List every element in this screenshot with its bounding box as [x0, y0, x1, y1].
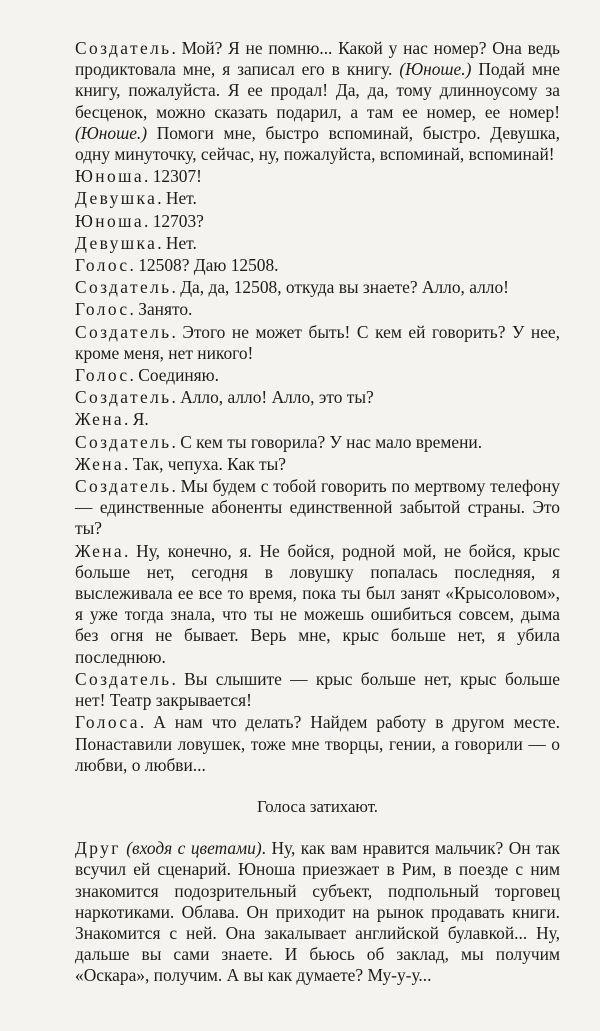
stage-remark: (Юноше.)	[399, 59, 472, 80]
speaker-name: Друг	[75, 838, 121, 859]
speech-text: . С кем ты говорила? У нас мало времени.	[171, 431, 483, 452]
speaker-name: Девушка	[75, 188, 158, 209]
dialogue-line	[75, 541, 560, 668]
speaker-name: Голос	[75, 255, 130, 276]
dialogue-line	[75, 387, 560, 408]
speech-text: . Мой? Я не помню... Какой у нас номер? Она ведь продиктовала мне, я записал его в книгу.	[75, 38, 560, 80]
dialogue-line	[75, 255, 560, 276]
dialogue-line	[75, 838, 560, 986]
dialogue-line	[75, 299, 560, 320]
speaker-name: Жена	[75, 453, 125, 474]
speaker-name: Голос	[75, 299, 130, 320]
speech-text: . Так, чепуха. Как ты?	[124, 453, 287, 474]
speaker-name: Создатель	[75, 38, 172, 58]
speaker-name: Голоса	[75, 712, 140, 733]
speaker-name: Создатель	[75, 476, 172, 497]
stage-remark: (входя с цветами)	[126, 838, 262, 859]
speech-text: . Да, да, 12508, откуда вы знаете? Алло, алло!	[171, 277, 509, 298]
speaker-name: Юноша	[75, 210, 144, 231]
dialogue-line	[75, 669, 560, 711]
speech-text: Подай мне книгу, пожалуйста. Я ее продал! Да, да, тому длинноусому за бесценок, можно сказать подарил, а там ее номер, ее номер!	[75, 59, 560, 122]
dialogue-line	[75, 233, 560, 254]
speaker-name: Девушка	[75, 232, 158, 253]
speech-text: . 12703?	[144, 210, 204, 231]
speech-text: . Нет.	[157, 188, 197, 209]
speech-text: . Ну, как вам нравится мальчик? Он так всучил ей сценарий. Юноша приезжает в Рим, в поезде с ним знакомится подозрительный субъект, подпольный торговец наркотиками. Облава. Он приходит на рынок продавать книги. Знакомится с ней. Она закалывает английской булавкой... Ну, дальше вы сами знаете. И бьюсь об заклад, мы получим «Оскара», получим. А вы как думаете? Му-у-у...	[75, 838, 560, 986]
speaker-name: Создатель	[75, 321, 172, 342]
speech-text: . Вы слышите — крыс больше нет, крыс больше нет! Театр закрывается!	[75, 668, 560, 711]
stage-remark: (Юноше.)	[75, 122, 148, 143]
speaker-name: Создатель	[75, 668, 172, 689]
dialogue-line	[75, 322, 560, 364]
speaker-name: Создатель	[75, 387, 172, 408]
speaker-name: Юноша	[75, 166, 144, 187]
speaker-name: Жена	[75, 409, 125, 430]
speech-text: . 12307!	[144, 166, 202, 187]
dialogue-line	[75, 409, 560, 430]
dialogue-line	[75, 188, 560, 209]
speech-text: . Я.	[124, 409, 149, 430]
dialogue-line	[75, 38, 560, 165]
speech-text: . А нам что делать? Найдем работу в другом месте. Понаставили ловушек, тоже мне творцы, гении, а говорили — о любви, о любви...	[75, 712, 560, 775]
dialogue-line	[75, 211, 560, 232]
dialogue-line	[75, 277, 560, 298]
dialogue-line	[75, 166, 560, 187]
speech-text: . 12508? Даю 12508.	[129, 255, 279, 276]
dialogue-line	[75, 476, 560, 540]
dialogue-line	[75, 454, 560, 475]
dialogue-line	[75, 432, 560, 453]
dialogue-line	[75, 365, 560, 386]
dialogue-line	[75, 712, 560, 776]
speaker-name: Создатель	[75, 431, 172, 452]
speech-text: . Мы будем с тобой говорить по мертвому телефону — единственные абоненты единственной забытой страны. Это ты?	[75, 476, 560, 539]
speaker-name: Голос	[75, 365, 130, 386]
stage-direction: Голоса затихают.	[256, 796, 379, 816]
speech-text: . Этого не может быть! С кем ей говорить? У нее, кроме меня, нет никого!	[75, 321, 560, 363]
dialogue-block	[75, 38, 560, 776]
speaker-name: Жена	[75, 540, 125, 561]
speech-text: . Соединяю.	[129, 365, 220, 386]
speech-text: . Занято.	[129, 299, 193, 320]
final-speech	[75, 838, 560, 986]
speech-text: . Алло, алло! Алло, это ты?	[171, 387, 374, 408]
speaker-name: Создатель	[75, 277, 172, 298]
speech-text: . Ну, конечно, я. Не бойся, родной мой, не бойся, крыс больше нет, сегодня в ловушку попалась последняя, я выслеживала ее все то время, пока ты был занят «Крысоловом», я уже тогда знала, что ты не можешь ошибиться совсем, дыма без огня не бывает. Верь мне, крыс больше нет, я убила последнюю.	[75, 540, 560, 667]
speech-text: Помоги мне, быстро вспоминай, быстро. Девушка, одну минуточку, сейчас, ну, пожалуйста, вспоминай, вспоминай!	[75, 122, 560, 165]
speech-text: . Нет.	[157, 232, 197, 253]
